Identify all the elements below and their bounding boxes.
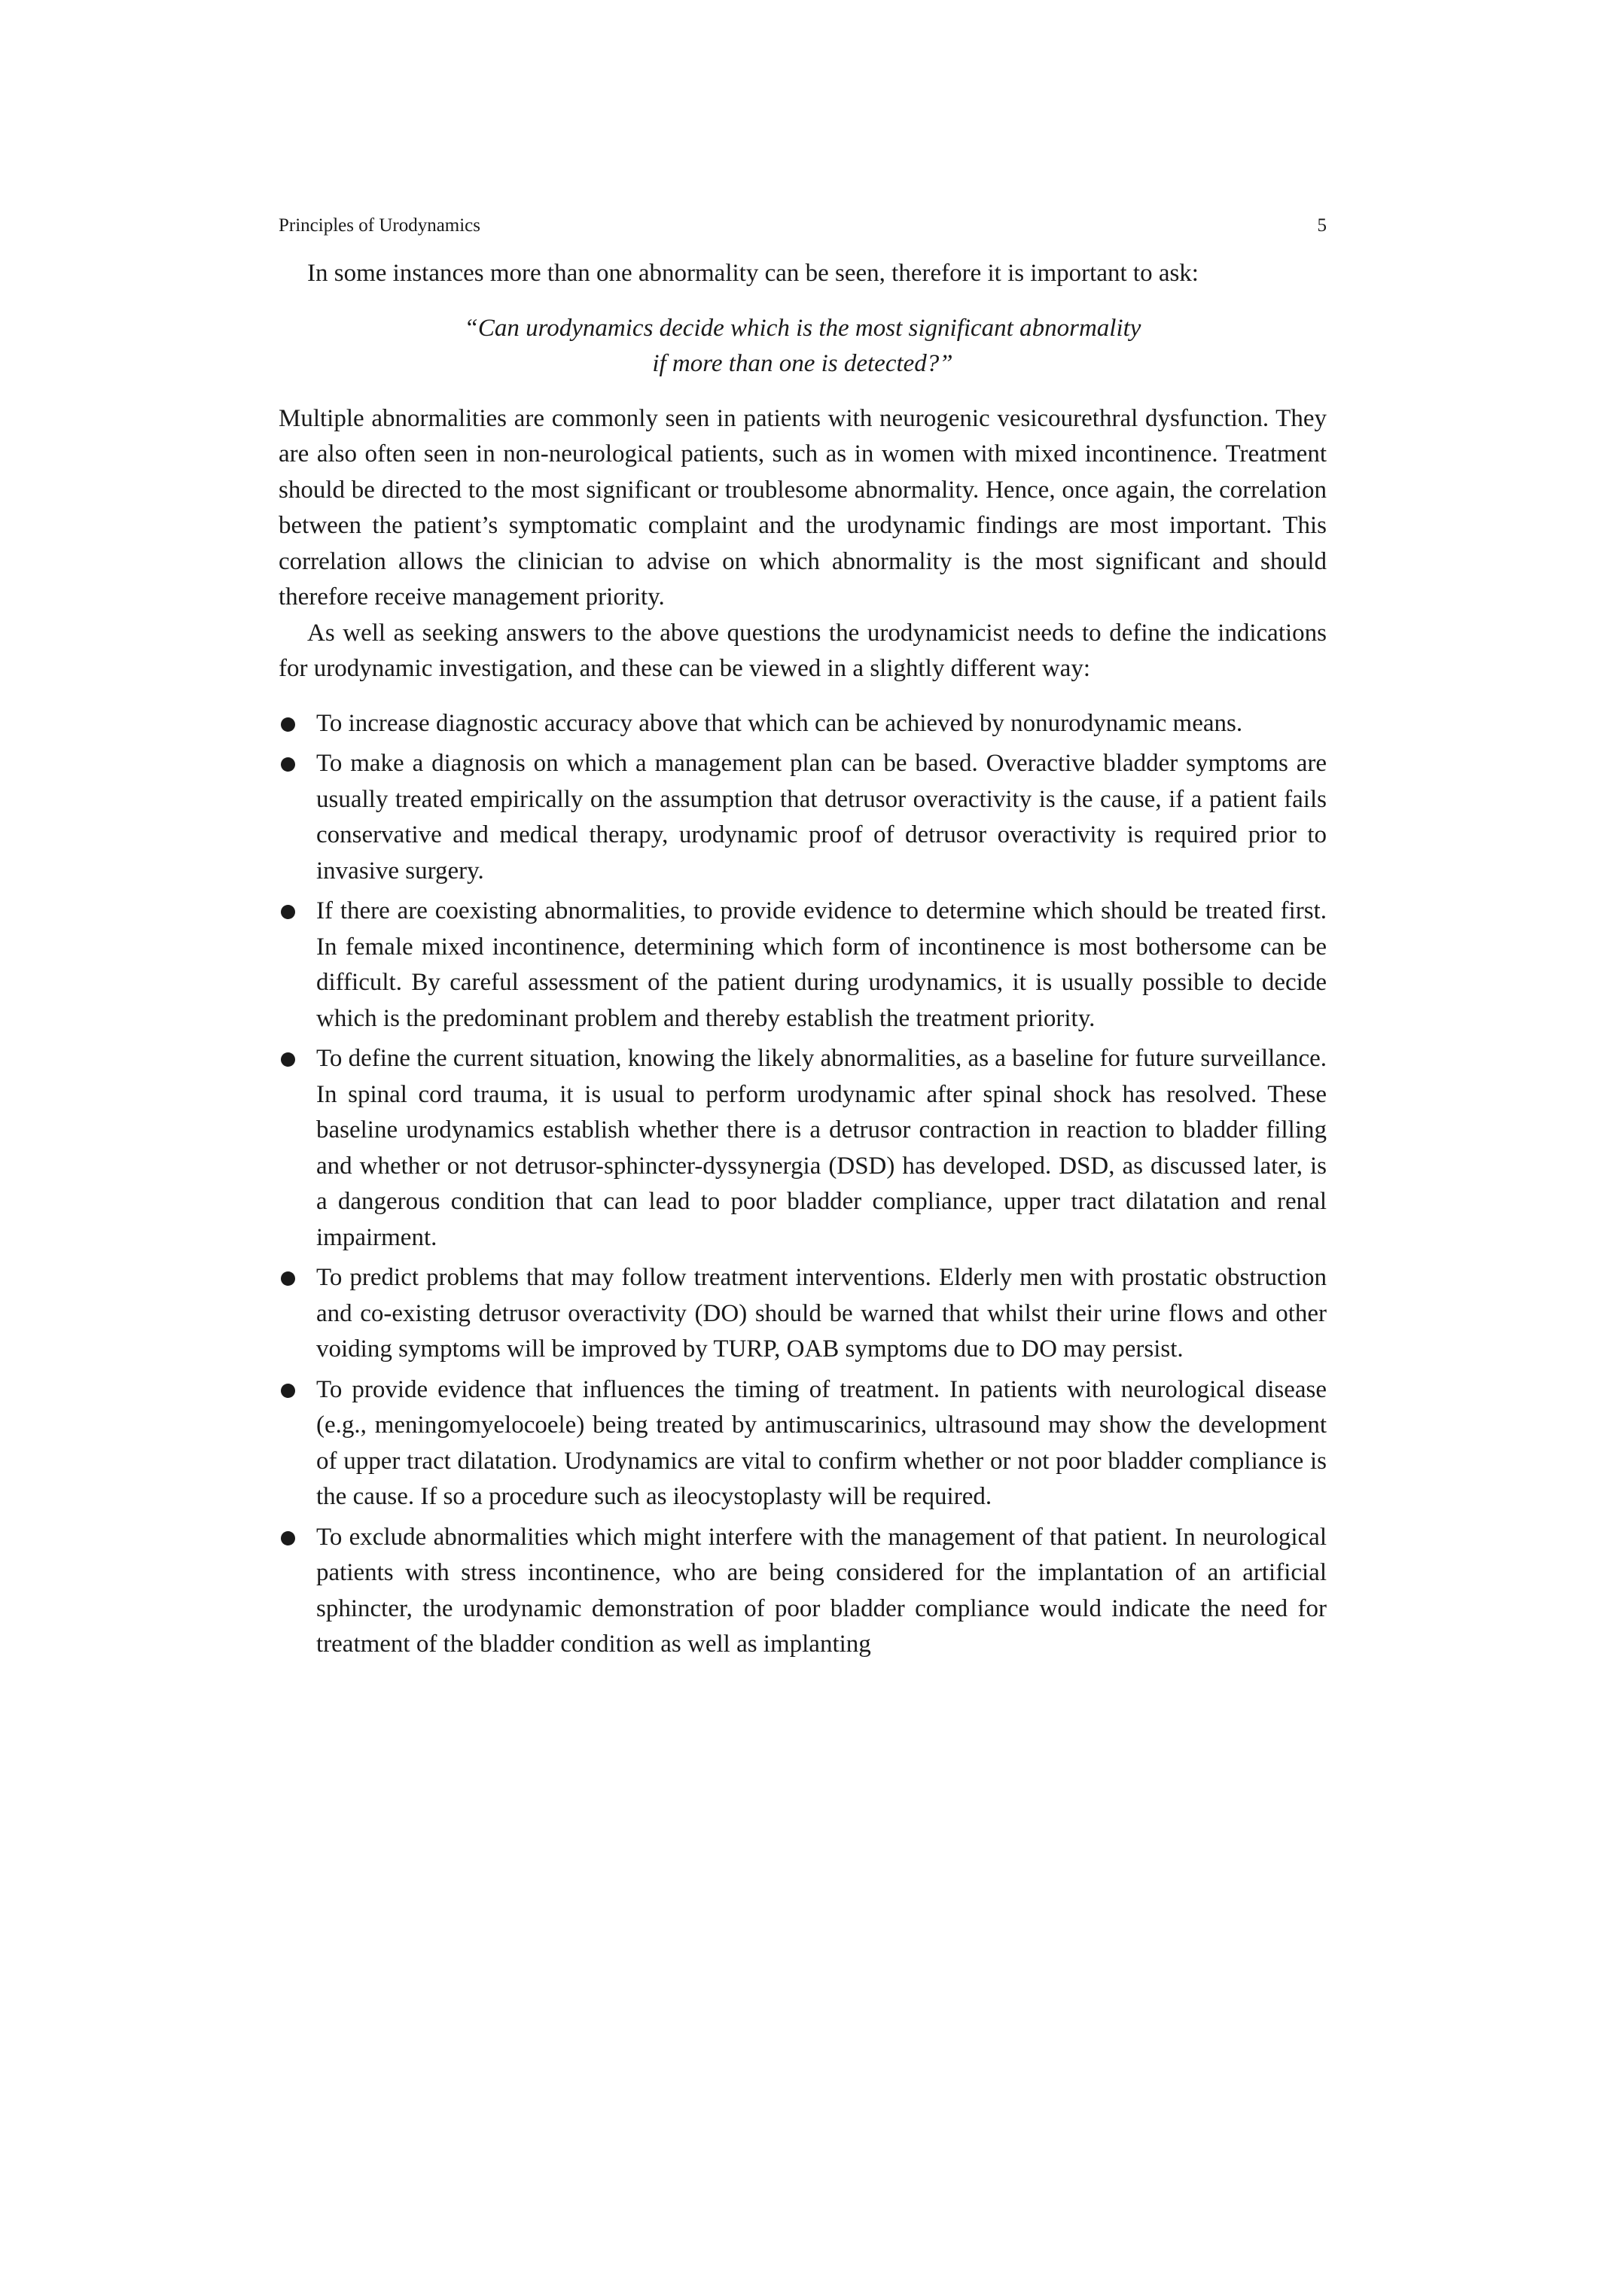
page: [279, 212, 1327, 1667]
bullet-icon: [281, 1271, 295, 1286]
quote-line-2: if more than one is detected?”: [652, 350, 953, 377]
list-item-text: If there are coexisting abnormalities, to provide evidence to determine which should be treated first. In female mixed incontinence, determining which form of incontinence is most bothersome can be difficult. By careful assessment of the patient during urodynamics, it is usually possible to decide which is the predominant problem and thereby establish the treatment priority.: [316, 897, 1327, 1032]
list-item-text: To make a diagnosis on which a management plan can be based. Overactive bladder symptoms are usually treated empirically on the assumption that detrusor overactivity is the cause, if a patient fails conservative and medical therapy, urodynamic proof of detrusor overactivity is required prior to invasive surgery.: [316, 750, 1327, 885]
bullet-icon: [281, 1384, 295, 1398]
pull-quote: [279, 311, 1327, 382]
list-item-text: To provide evidence that influences the timing of treatment. In patients with neurological disease (e.g., meningomyelocoele) being treated by antimuscarinics, ultrasound may show the development of upper tract dilatation. Urodynamics are vital to confirm whether or not poor bladder compliance is the cause. If so a procedure such as ileocystoplasty will be required.: [316, 1375, 1327, 1510]
list-item: [279, 746, 1327, 889]
paragraph-multiple-abnormalities: Multiple abnormalities are commonly seen in patients with neurogenic vesicourethral dysfunction. They are also often seen in non-neurological patients, such as in women with mixed incontinence. Treatment should be directed to the most significant or troublesome abnormality. Hence, once again, the correlation between the patient’s symptomatic complaint and the urodynamic findings are most important. This correlation allows the clinician to advise on which abnormality is the most significant and should therefore receive management priority.: [279, 404, 1327, 611]
bullet-icon: [281, 905, 295, 919]
list-item: [279, 894, 1327, 1037]
intro-paragraph: In some instances more than one abnormality can be seen, therefore it is important to ask:: [307, 260, 1199, 287]
list-item-text: To predict problems that may follow treatment interventions. Elderly men with prostatic obstruction and co-existing detrusor overactivity (DO) should be warned that whilst their urine flows and other voiding symptoms will be improved by TURP, OAB symptoms due to DO may persist.: [316, 1264, 1327, 1363]
quote-line-1: “Can urodynamics decide which is the most significant abnormality: [464, 314, 1141, 342]
bullet-icon: [281, 1531, 295, 1545]
list-item: [279, 1372, 1327, 1515]
bullet-icon: [281, 1052, 295, 1067]
page-number: 5: [1317, 215, 1327, 236]
running-head: [279, 212, 1327, 239]
list-item-text: To define the current situation, knowing the likely abnormalities, as a baseline for future surveillance. In spinal cord trauma, it is usual to perform urodynamic after spinal shock has resolved. These baseline urodynamics establish whether there is a detrusor contraction in reaction to bladder filling and whether or not detrusor-sphincter-dyssynergia (DSD) has developed. DSD, as discussed later, is a dangerous condition that can lead to poor bladder compliance, upper tract dilatation and renal impairment.: [316, 1045, 1327, 1251]
bullet-icon: [281, 717, 295, 732]
list-item-text: To increase diagnostic accuracy above that which can be achieved by nonurodynamic means.: [316, 709, 1243, 737]
paragraph-indications: As well as seeking answers to the above questions the urodynamicist needs to define the indications for urodynamic investigation, and these can be viewed in a slightly different way:: [279, 619, 1327, 682]
list-item-text: To exclude abnormalities which might interfere with the management of that patient. In neurological patients with stress incontinence, who are being considered for the implantation of an artificial sphincter, the urodynamic demonstration of poor bladder compliance would indicate the need for treatment of the bladder condition as well as implanting: [316, 1523, 1327, 1658]
list-item: [279, 706, 1327, 742]
bullet-icon: [281, 757, 295, 772]
indications-list: [279, 706, 1327, 1663]
list-item: [279, 1041, 1327, 1256]
body-text: [279, 256, 1327, 1663]
list-item: [279, 1520, 1327, 1663]
list-item: [279, 1260, 1327, 1368]
running-title: Principles of Urodynamics: [279, 215, 481, 236]
